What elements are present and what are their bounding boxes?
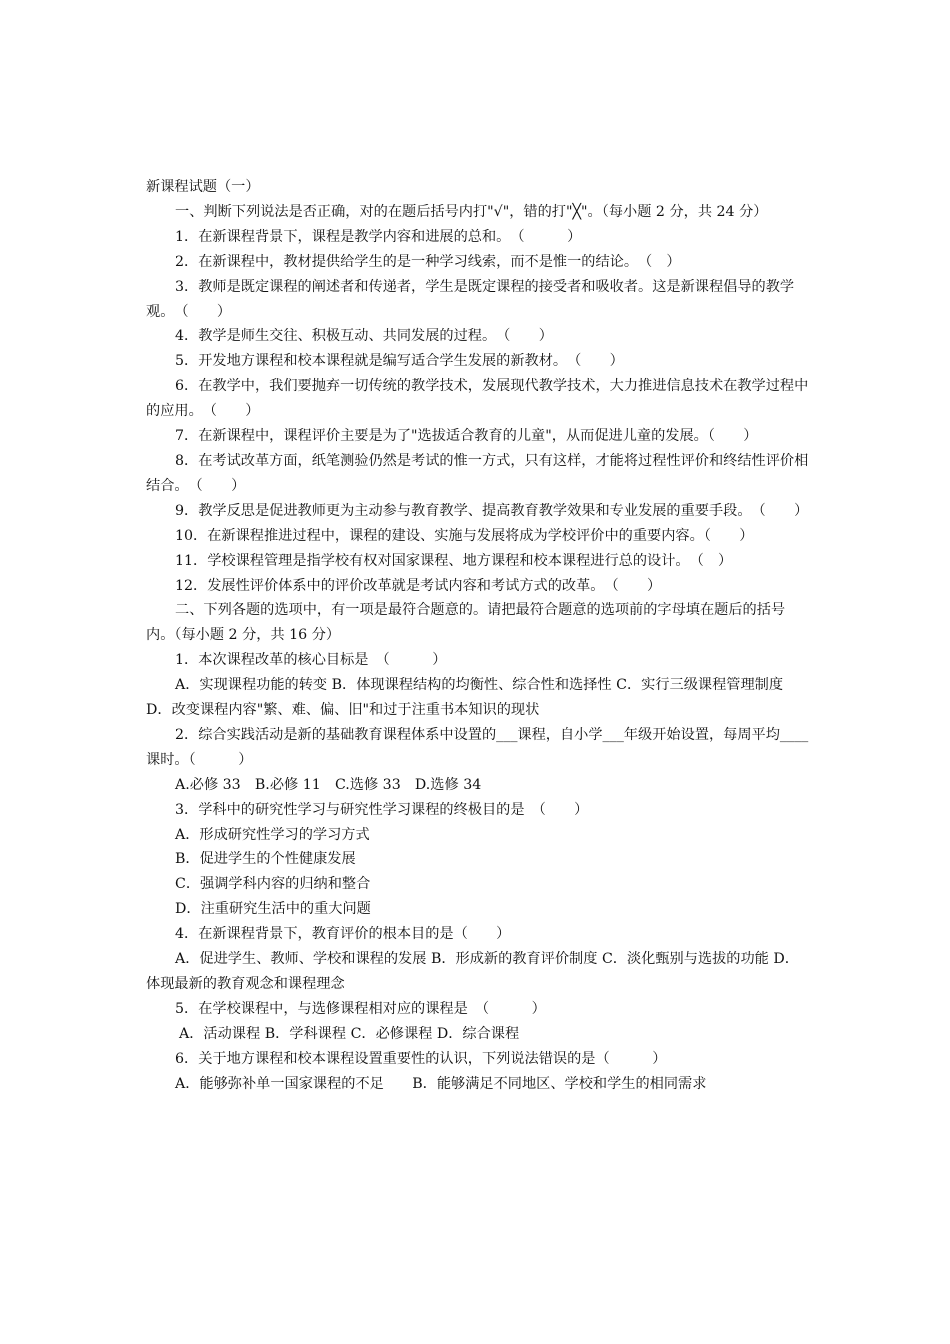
document-line: 1．本次课程改革的核心目标是 （ ）: [175, 652, 447, 669]
document-line: A．实现课程功能的转变 B．体现课程结构的均衡性、综合性和选择性 C．实行三级课程管理制度 D．改变课程内容"繁、难、偏、旧"和过于注重书本知识的现状: [146, 677, 788, 719]
document-line: 4．在新课程背景下，教育评价的根本目的是（ ）: [175, 926, 511, 943]
document-lines: [146, 200, 810, 1097]
document-line: D．注重研究生活中的重大问题: [175, 901, 371, 918]
document-line: C．强调学科内容的归纳和整合: [175, 876, 371, 893]
document-line: A．形成研究性学习的学习方式: [175, 826, 370, 843]
document-body: [146, 175, 810, 1097]
document-line: A.必修 33 B.必修 11 C.选修 33 D.选修 34: [175, 776, 482, 793]
document-line: 9．教学反思是促进教师更为主动参与教育教学、提高教育教学效果和专业发展的重要手段。 （ ）: [175, 502, 809, 519]
document-line: 一、判断下列说法是否正确，对的在题后括号内打"√"，错的打"╳"。（每小题 2 分，共 24 分）: [175, 203, 768, 220]
document-line: B．促进学生的个性健康发展: [175, 851, 356, 868]
document-line: 11．学校课程管理是指学校有权对国家课程、地方课程和校本课程进行总的设计。 （ ）: [175, 552, 733, 569]
document-line: 10．在新课程推进过程中，课程的建设、实施与发展将成为学校评价中的重要内容。（ ）: [175, 527, 754, 544]
document-line: A．促进学生、教师、学校和课程的发展 B．形成新的教育评价制度 C．淡化甄别与选拔的功能 D．体现最新的教育观念和课程理念: [146, 951, 799, 992]
document-line: A．能够弥补单一国家课程的不足 B．能够满足不同地区、学校和学生的相同需求: [175, 1075, 707, 1092]
document-line: 3．教师是既定课程的阐述者和传递者，学生是既定课程的接受者和吸收者。这是新课程倡导的教学观。 （ ）: [146, 278, 795, 320]
document-line: 3．学科中的研究性学习与研究性学习课程的终极目的是 （ ）: [175, 801, 589, 818]
document-line: A．活动课程 B．学科课程 C．必修课程 D．综合课程: [179, 1025, 520, 1042]
document-line: 6．关于地方课程和校本课程设置重要性的认识，下列说法错误的是（ ）: [175, 1050, 667, 1067]
document-line: 5．开发地方课程和校本课程就是编写适合学生发展的新教材。 （ ）: [175, 353, 624, 370]
document-line: 6．在教学中，我们要抛弃一切传统的教学技术，发展现代教学技术，大力推进信息技术在教学过程中的应用。 （ ）: [146, 378, 809, 420]
document-line: 5．在学校课程中，与选修课程相对应的课程是 （ ）: [175, 1000, 546, 1017]
document-line: 12．发展性评价体系中的评价改革就是考试内容和考试方式的改革。 （ ）: [175, 577, 662, 594]
document-line: 7．在新课程中，课程评价主要是为了"选拔适合教育的儿童"，从而促进儿童的发展。（ ）: [175, 428, 758, 445]
document-line: 8．在考试改革方面，纸笔测验仍然是考试的惟一方式，只有这样，才能将过程性评价和终结性评价相结合。 （ ）: [146, 452, 809, 494]
document-line: 1．在新课程背景下，课程是教学内容和进展的总和。 （ ）: [175, 228, 582, 245]
document-line: 二、下列各题的选项中，有一项是最符合题意的。请把最符合题意的选项前的字母填在题后的括号内。（每小题 2 分，共 16 分）: [146, 602, 786, 644]
document-line: 2．在新课程中，教材提供给学生的是一种学习线索，而不是惟一的结论。 （ ）: [175, 253, 681, 270]
document-title: 新课程试题（一）: [146, 179, 260, 195]
document-line: 2．综合实践活动是新的基础教育课程体系中设置的___课程，自小学___年级开始设置，每周平均____课时。（ ）: [146, 726, 809, 768]
document-line: 4．教学是师生交往、积极互动、共同发展的过程。 （ ）: [175, 328, 553, 345]
